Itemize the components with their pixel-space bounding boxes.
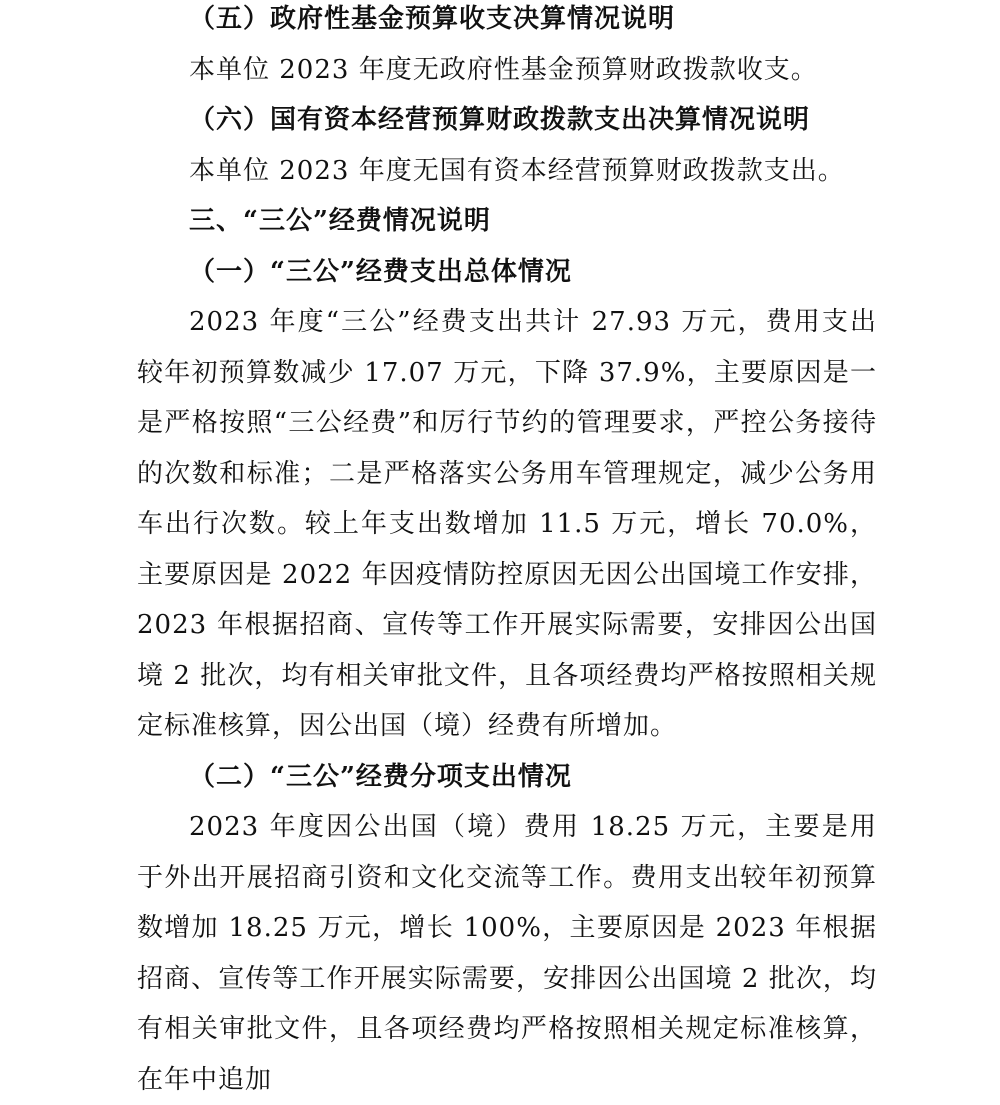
- paragraph-itemized-expenses: 2023 年度因公出国（境）费用 18.25 万元，主要是用于外出开展招商引资和文化交流等工作。费用支出较年初预算数增加 18.25 万元，增长 100%，主要原因是 2023 年根据招商、宣传等工作开展实际需要，安排因公出国境 2 批次，均有相关审批文件，且各项经费均严格按照相关规定标准核算，在年中追加: [137, 812, 877, 1095]
- paragraph-state-capital: 本单位 2023 年度无国有资本经营预算财政拨款支出。: [189, 155, 845, 186]
- section-heading-government-fund: （五）政府性基金预算收支决算情况说明: [189, 4, 676, 34]
- section-heading-three-public-expenses: 三、“三公”经费情况说明: [189, 206, 491, 236]
- paragraph-government-fund: 本单位 2023 年度无政府性基金预算财政拨款收支。: [189, 54, 818, 85]
- section-heading-state-capital: （六）国有资本经营预算财政拨款支出决算情况说明: [189, 105, 811, 135]
- document-page: [137, 0, 877, 1105]
- subsection-heading-itemized-expenses: （二）“三公”经费分项支出情况: [189, 761, 572, 792]
- subsection-heading-overall-expenses: （一）“三公”经费支出总体情况: [189, 256, 572, 287]
- paragraph-overall-expenses: 2023 年度“三公”经费支出共计 27.93 万元，费用支出较年初预算数减少 17.07 万元，下降 37.9%，主要原因是一是严格按照“三公经费”和厉行节约的管理要求，严控公务接待的次数和标准；二是严格落实公务用车管理规定，减少公务用车出行次数。较上年支出数增加 11.5 万元，增长 70.0%，主要原因是 2022 年因疫情防控原因无因公出国境工作安排，2023 年根据招商、宣传等工作开展实际需要，安排因公出国境 2 批次，均有相关审批文件，且各项经费均严格按照相关规定标准核算，因公出国（境）经费有所增加。: [137, 307, 877, 741]
